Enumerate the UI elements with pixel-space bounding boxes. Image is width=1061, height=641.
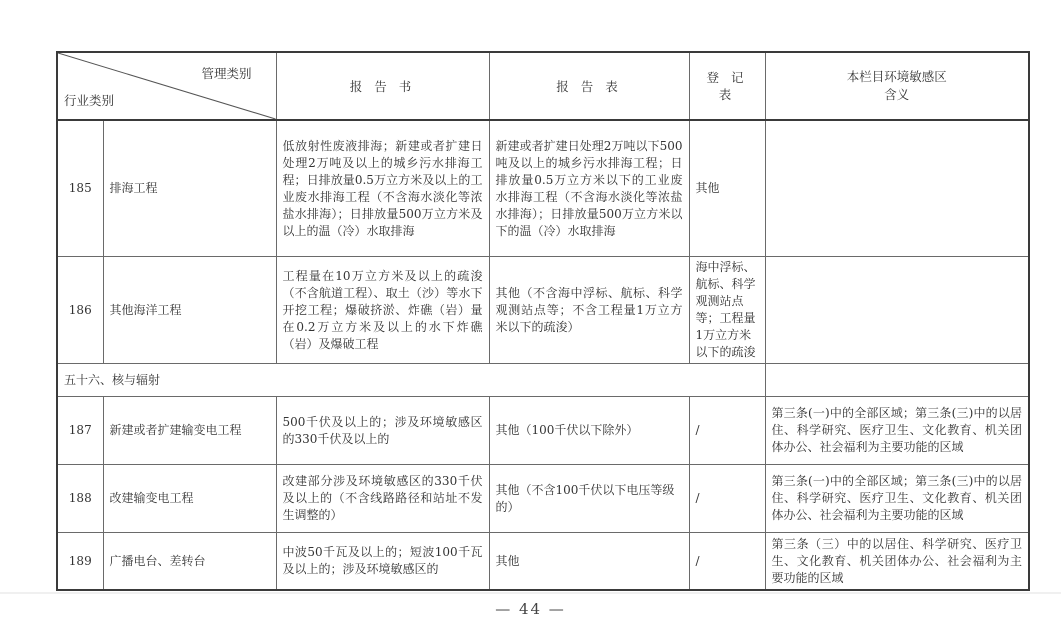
report-book-cell: 工程量在10万立方米及以上的疏浚（不含航道工程）、取土（沙）等水下开挖工程；爆破挤淤、炸礁（岩）量在0.2万立方米及以上的水下炸礁（岩）及爆破工程	[276, 257, 489, 364]
report-form-cell: 其他（不含100千伏以下电压等级的）	[489, 465, 689, 533]
row-number: 187	[57, 397, 103, 465]
registration-cell: 其他	[689, 120, 765, 257]
table-row	[57, 465, 1029, 533]
industry-name: 新建或者扩建输变电工程	[103, 397, 276, 465]
industry-category-label: 行业类别	[64, 93, 115, 108]
industry-name: 其他海洋工程	[103, 257, 276, 364]
report-book-cell: 500千伏及以上的；涉及环境敏感区的330千伏及以上的	[276, 397, 489, 465]
sensitive-area-cell: 第三条(一)中的全部区域；第三条(三)中的以居住、科学研究、医疗卫生、文化教育、机关团体办公、社会福利为主要功能的区域	[765, 397, 1029, 465]
page-number: — 44 —	[495, 600, 566, 618]
column-header-report-book: 报 告 书	[276, 52, 489, 120]
management-category-label: 管理类别	[201, 66, 252, 81]
industry-name: 广播电台、差转台	[103, 533, 276, 591]
registration-cell: /	[689, 397, 765, 465]
row-number: 185	[57, 120, 103, 257]
table-row	[57, 120, 1029, 257]
industry-name: 改建输变电工程	[103, 465, 276, 533]
sensitive-header-line1: 本栏目环境敏感区	[846, 69, 947, 84]
registration-cell: 海中浮标、航标、科学观测站点等；工程量1万立方米以下的疏浚	[689, 257, 765, 364]
table-header-row	[57, 52, 1029, 120]
row-number: 189	[57, 533, 103, 591]
report-book-cell: 中波50千瓦及以上的；短波100千瓦及以上的；涉及环境敏感区的	[276, 533, 489, 591]
table-row	[57, 533, 1029, 591]
column-header-registration: 登 记 表	[689, 52, 765, 120]
row-number: 188	[57, 465, 103, 533]
section-title: 五十六、核与辐射	[57, 364, 765, 397]
report-form-cell: 新建或者扩建日处理2万吨以下500吨及以上的城乡污水排海工程；日排放量0.5万立方米以下的工业废水排海工程（不含海水淡化等浓盐水排海）；日排放量500万立方米以下的温（冷）水取排海	[489, 120, 689, 257]
sensitive-area-cell: 第三条（三）中的以居住、科学研究、医疗卫生、文化教育、机关团体办公、社会福利为主要功能的区域	[765, 533, 1029, 591]
report-form-cell: 其他（100千伏以下除外）	[489, 397, 689, 465]
page-edge-shade	[0, 592, 1061, 594]
report-form-cell: 其他	[489, 533, 689, 591]
section-empty-cell	[765, 364, 1029, 397]
section-row	[57, 364, 1029, 397]
registration-cell: /	[689, 533, 765, 591]
row-number: 186	[57, 257, 103, 364]
report-book-cell: 低放射性废液排海；新建或者扩建日处理2万吨及以上的城乡污水排海工程；日排放量0.5万立方米及以上的工业废水排海工程（不含海水淡化等浓盐水排海）；日排放量500万立方米及以上的温（冷）水取排海	[276, 120, 489, 257]
sensitive-area-cell: 第三条(一)中的全部区域；第三条(三)中的以居住、科学研究、医疗卫生、文化教育、机关团体办公、社会福利为主要功能的区域	[765, 465, 1029, 533]
diagonal-divider	[58, 53, 276, 119]
sensitive-header-line2: 含义	[884, 87, 910, 102]
diagonal-header-cell	[57, 52, 276, 120]
table-row	[57, 257, 1029, 364]
registration-cell: /	[689, 465, 765, 533]
table-row	[57, 397, 1029, 465]
report-form-cell: 其他（不含海中浮标、航标、科学观测站点等；不含工程量1万立方米以下的疏浚）	[489, 257, 689, 364]
sensitive-area-cell	[765, 120, 1029, 257]
report-book-cell: 改建部分涉及环境敏感区的330千伏及以上的（不含线路路径和站址不发生调整的）	[276, 465, 489, 533]
document-page	[56, 51, 1028, 591]
industry-name: 排海工程	[103, 120, 276, 257]
column-header-report-form: 报 告 表	[489, 52, 689, 120]
sensitive-area-cell	[765, 257, 1029, 364]
classification-table	[56, 51, 1030, 591]
column-header-sensitive-area	[765, 52, 1029, 120]
